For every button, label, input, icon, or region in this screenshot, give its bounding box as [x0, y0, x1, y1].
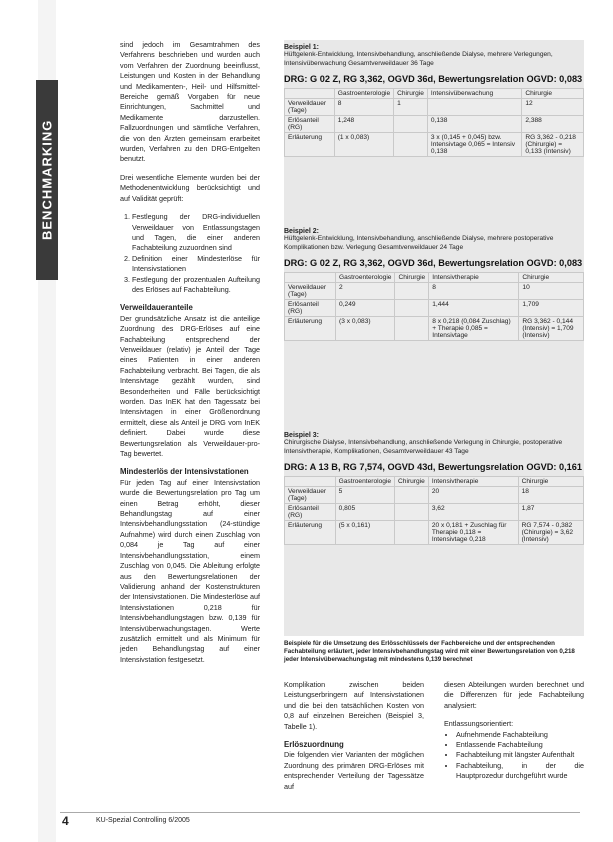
publication-name: KU-Spezial Controlling 6/2005	[96, 817, 190, 824]
table-header-cell: Chirurgie	[395, 273, 429, 283]
table-row	[285, 283, 584, 300]
paragraph: Der grundsätzliche Ansatz ist die anteilige Zuordnung des DRG-Erlöses auf eine Fachabteilung entsprechend der Verweildauer (relativ) je Anteil der Tage eines Patienten in einer anderen Fachabteilung verbracht. Bei Tagen, die als Intensivtage gezählt wurden, sind Besonderheiten und Fälle berücksichtigt worden. Das InEK hat den Tagessatz bei Intensivtagen in einer Größenordnung ermittelt, diese als Anteil je DRG vom InEK definiert. Dabei wurde diese Bewertungsrelation als Verweildauer-pro-Tag bewertet.	[120, 313, 260, 459]
table-header-cell: Chirurgie	[522, 89, 584, 99]
table-cell: RG 3,362 - 0,218 (Chirurgie) = 0,133 (Intensiv)	[522, 133, 584, 157]
table-header-cell: Intensivtherapie	[428, 477, 518, 487]
table-cell: Erläuterung	[285, 133, 335, 157]
figure-caption: Beispiele für die Umsetzung des Erlösschlüssels der Fachbereiche und der entsprechenden Fachabteilung erläutert, jeder Intensivbehandlungstag wird mit einer Bewertungsrelation von 0,218 jeder Intensivüberwachungstag mit mindestens 0,139 berechnet	[284, 640, 575, 663]
table-row	[285, 487, 584, 504]
table-cell: 1,87	[518, 504, 583, 521]
table-cell	[427, 99, 521, 116]
table-cell: 1	[394, 99, 428, 116]
table-cell: (3 x 0,083)	[336, 317, 395, 341]
table-cell	[395, 300, 429, 317]
table-header-cell: Chirurgie	[518, 477, 583, 487]
section-heading: Mindesterlös der Intensivstationen	[120, 467, 249, 477]
table-cell: 0,138	[427, 116, 521, 133]
paragraph: Komplikation zwischen beiden Leistungserbringern auf Intensivstationen und die bei den tatsächlichen Kosten von 0,8 auf einzelnen Bereichen (Beispiel 3, Tabelle 1).	[284, 680, 424, 731]
table-cell: RG 3,362 - 0,144 (Intensiv) = 1,709 (Intensiv)	[519, 317, 584, 341]
table-cell	[395, 317, 429, 341]
table-header-cell: Intensivüberwachung	[427, 89, 521, 99]
example-3	[284, 432, 584, 545]
table-cell: Erläuterung	[285, 317, 336, 341]
table-cell	[394, 116, 428, 133]
table-header-row	[285, 89, 584, 99]
paragraph: Für jeden Tag auf einer Intensivstation wurde die Bewertungsrelation pro Tag um einen Betrag erhöht, dieser Behandlungstag auf einer Intensivbehandlungsstation (24-stündige Aufnahme) wird durch einen Zuschlag von 0,084 je Tag auf einer Intensivbehandlungsstation, einem Zuschlag von 0,045. Die Ableitung erfolgte aus den Bewertungsrelationen der Validierung anhand der Kostenstrukturen der Intensivstationen. Die Mindesterlöse auf Intensivstationen 0,218 für Intensivbehandlungstagen bzw. 0,139 für Intensivüberwachungstagen. Werte zusätzlich ermittelt und als Minimum für jeden Behandlungstag auf einer Intensivstation festgesetzt.	[120, 477, 260, 664]
list-item: • Fachabteilung mit längster Aufenthalt	[456, 750, 584, 760]
table-cell: Verweildauer (Tage)	[285, 487, 336, 504]
example-title: Beispiel 2:	[284, 228, 320, 235]
table-header-cell: Chirurgie	[519, 273, 584, 283]
table-cell: 3 x (0,145 + 0,045) bzw. Intensivtage 0,065 = Intensiv 0,138	[427, 133, 521, 157]
table-cell: RG 7,574 - 0,382 (Chirurgie) = 3,62 (Intensiv)	[518, 521, 583, 545]
example-table	[284, 476, 584, 545]
table-cell	[395, 504, 429, 521]
table-header-cell: Chirurgie	[394, 89, 428, 99]
table-header-cell: Gastroenterologie	[334, 89, 393, 99]
table-cell: 3,62	[428, 504, 518, 521]
example-2	[284, 228, 584, 341]
list-item: • Entlassende Fachabteilung	[456, 740, 584, 750]
table-cell: 1,444	[429, 300, 519, 317]
table-cell: 12	[522, 99, 584, 116]
page-number: 4	[62, 814, 69, 828]
bottom-column-right	[444, 680, 584, 790]
table-cell: 10	[519, 283, 584, 300]
list-intro: Entlassungsorientiert:	[444, 719, 514, 729]
table-row	[285, 521, 584, 545]
table-row	[285, 116, 584, 133]
list-item: 2. Definition einer Mindesterlöse für Intensivstationen	[132, 254, 260, 275]
table-cell	[394, 133, 428, 157]
table-header-cell: Intensivtherapie	[429, 273, 519, 283]
table-cell	[395, 283, 429, 300]
table-header-cell	[285, 89, 335, 99]
table-header-row	[285, 477, 584, 487]
drg-heading: DRG: G 02 Z, RG 3,362, OGVD 36d, Bewertungsrelation OGVD: 0,083	[284, 258, 583, 269]
section-label: BENCHMARKING	[36, 80, 58, 280]
table-cell: Erlösanteil (RG)	[285, 504, 336, 521]
table-cell: (1 x 0,083)	[334, 133, 393, 157]
table-row	[285, 300, 584, 317]
example-1	[284, 44, 584, 157]
table-cell: 8	[429, 283, 519, 300]
table-row	[285, 133, 584, 157]
table-cell: Verweildauer (Tage)	[285, 283, 336, 300]
table-cell: 1,709	[519, 300, 584, 317]
table-cell: 2,388	[522, 116, 584, 133]
list-item: 1. Festlegung der DRG-individuellen Verweildauer von Entlassungstagen und Tagen, die einer anderen Fachabteilung zuzuordnen sind	[132, 212, 260, 254]
table-cell: 8	[334, 99, 393, 116]
table-cell: (5 x 0,161)	[335, 521, 394, 545]
table-header-cell: Gastroenterologie	[335, 477, 394, 487]
table-cell: Verweildauer (Tage)	[285, 99, 335, 116]
table-cell: 8 x 0,218 (0,084 Zuschlag) + Therapie 0,085 = Intensivtage	[429, 317, 519, 341]
left-column	[120, 40, 260, 673]
table-header-cell: Gastroenterologie	[336, 273, 395, 283]
page-footer	[60, 812, 580, 815]
table-cell: 18	[518, 487, 583, 504]
table-cell: 2	[336, 283, 395, 300]
table-cell: 0,805	[335, 504, 394, 521]
list-item: 3. Festlegung der prozentualen Aufteilung des Erlöses auf Fachabteilung.	[132, 275, 260, 296]
variant-list	[444, 730, 584, 782]
example-description: Chirurgische Dialyse, Intensivbehandlung, anschließende Verlegung in Chirurgie, postoperative Intensivtherapie, Komplikationen, Gesamtverweildauer 43 Tage	[284, 439, 563, 455]
table-cell: 20 x 0,181 + Zuschlag für Therapie 0,118 = Intensivtage 0,218	[428, 521, 518, 545]
table-cell: 20	[428, 487, 518, 504]
section-heading: Verweildaueranteile	[120, 303, 193, 313]
table-cell	[395, 487, 429, 504]
table-cell: Erläuterung	[285, 521, 336, 545]
table-cell: Erlösanteil (RG)	[285, 116, 335, 133]
example-table	[284, 88, 584, 157]
table-header-cell	[285, 273, 336, 283]
table-row	[285, 99, 584, 116]
table-cell: Erlösanteil (RG)	[285, 300, 336, 317]
drg-heading: DRG: A 13 B, RG 7,574, OGVD 43d, Bewertungsrelation OGVD: 0,161	[284, 462, 582, 473]
table-row	[285, 317, 584, 341]
table-row	[285, 504, 584, 521]
paragraph: diesen Abteilungen wurden berechnet und die Differenzen für jede Fachabteilung analysiert:	[444, 680, 584, 710]
paragraph: Die folgenden vier Varianten der möglichen Zuordnung des primären DRG-Erlöses mit entsprechender Verteilung der Tagessätze auf	[284, 750, 424, 791]
table-cell: 1,248	[334, 116, 393, 133]
example-description: Hüftgelenk-Entwicklung, Intensivbehandlung, anschließende Dialyse, mehrere Verlegungen, Intensivüberwachung Gesamtverweildauer 36 Tage	[284, 51, 553, 67]
example-title: Beispiel 1:	[284, 44, 320, 51]
paragraph: sind jedoch im Gesamtrahmen des Verfahrens beschrieben und wurden auch vom Verfahren der Zuordnung beeinflusst, Leistungen und Kosten in der Behandlung und Medikamenten-, Heil- und Hilfsmittel-Bereiche gemäß Vorgaben für neue Einrichtungen, Sachmittel und Medikamente darzustellen. Fallzuordnungen und sämtliche Verfahren, die von den Ärzten gemeinsam erarbeitet wurden, Verfahren zu den DRG-Entgelten benutzt.	[120, 40, 260, 164]
table-cell: 5	[335, 487, 394, 504]
examples-panel	[284, 40, 584, 636]
paragraph: Drei wesentliche Elemente wurden bei der Methodenentwicklung berücksichtigt und auf Validität geprüft:	[120, 172, 260, 203]
table-cell: 0,249	[336, 300, 395, 317]
table-header-row	[285, 273, 584, 283]
table-cell	[395, 521, 429, 545]
bottom-column-middle	[284, 680, 424, 800]
example-title: Beispiel 3:	[284, 432, 320, 439]
example-description: Hüftgelenk-Entwicklung, Intensivbehandlung, anschließende Dialyse, mehrere postoperative Komplikationen bzw. Verlegung Gesamtverweildauer 24 Tage	[284, 235, 554, 251]
list-item: • Fachabteilung, in der die Hauptprozedur durchgeführt wurde	[456, 761, 584, 782]
example-table	[284, 272, 584, 341]
drg-heading: DRG: G 02 Z, RG 3,362, OGVD 36d, Bewertungsrelation OGVD: 0,083	[284, 74, 583, 85]
table-header-cell	[285, 477, 336, 487]
list-item: • Aufnehmende Fachabteilung	[456, 730, 584, 740]
element-list	[120, 212, 260, 295]
section-heading: Erlöszuordnung	[284, 740, 344, 750]
table-header-cell: Chirurgie	[395, 477, 429, 487]
